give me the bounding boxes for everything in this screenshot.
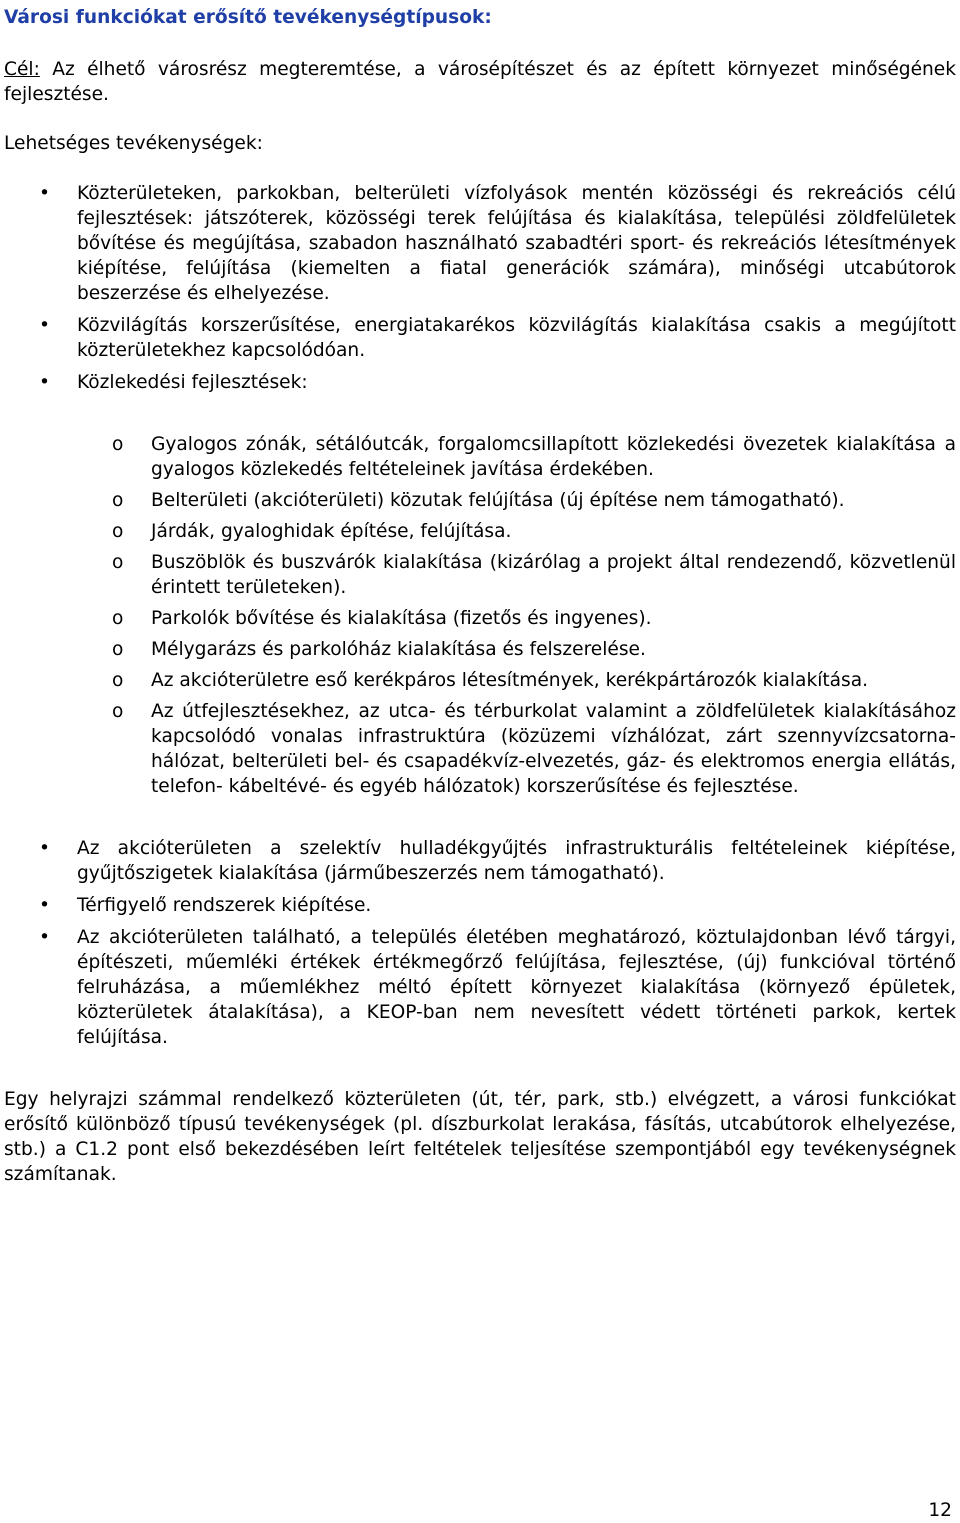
sub-list-item xyxy=(4,637,956,662)
bullet-icon: • xyxy=(39,372,50,393)
activity-list-bottom xyxy=(4,836,956,1050)
list-item-text: Közvilágítás korszerűsítése, energiatakarékos közvilágítás kialakítása csakis a megújított közterületekhez kapcsolódóan. xyxy=(77,315,956,361)
circle-bullet-icon: o xyxy=(112,670,124,691)
list-item xyxy=(4,836,956,886)
list-item-text: Térfigyelő rendszerek kiépítése. xyxy=(77,895,372,916)
sub-item-text: Belterületi (akcióterületi) közutak felújítása (új építése nem támogatható). xyxy=(151,490,845,511)
activity-list-top xyxy=(4,181,956,395)
list-item-text: Az akcióterületen található, a település életében meghatározó, köztulajdonban lévő tárgyi, építészeti, műemléki értékek értékmegőrző felújítása, fejlesztése, (új) funkcióval történő felruházása, a műemlékhez méltó épített környezet kialakítása (környező épületek, közterületek átalakítása), a KEOP-ban nem nevesített védett történeti parkok, kertek felújítása. xyxy=(77,927,956,1048)
circle-bullet-icon: o xyxy=(112,608,124,629)
bullet-icon: • xyxy=(39,183,50,204)
goal-paragraph xyxy=(4,57,956,107)
transport-sublist xyxy=(4,432,956,799)
bullet-icon: • xyxy=(39,927,50,948)
closing-paragraph: Egy helyrajzi számmal rendelkező közterületen (út, tér, park, stb.) elvégzett, a városi funkciókat erősítő különböző típusú tevékenységek (pl. díszburkolat lerakása, fásítás, utcabútorok elhelyezése, stb.) a C1.2 pont első bekezdésében leírt feltételek teljesítése szempontjából egy tevékenységnek számítanak. xyxy=(4,1089,956,1185)
circle-bullet-icon: o xyxy=(112,434,124,455)
list-item-text: Az akcióterületen a szelektív hulladékgyűjtés infrastrukturális feltételeinek kiépítése, gyűjtőszigetek kialakítása (járműbeszerzés nem támogatható). xyxy=(77,838,956,884)
list-item-text: Közlekedési fejlesztések: xyxy=(77,372,308,393)
sub-item-text: Mélygarázs és parkolóház kialakítása és felszerelése. xyxy=(151,639,646,660)
list-item xyxy=(4,370,956,395)
list-item-text: Közterületeken, parkokban, belterületi vízfolyások mentén közösségi és rekreációs célú fejlesztések: játszóterek, közösségi terek felújítása és kialakítása, települési zöldfelületek bővítése és megújítása, szabadon használható szabadtéri sport- és rekreációs létesítmények kiépítése, felújítása (kiemelten a fiatal generációk számára), minőségi utcabútorok beszerzése és elhelyezése. xyxy=(77,183,956,304)
circle-bullet-icon: o xyxy=(112,552,124,573)
bullet-icon: • xyxy=(39,315,50,336)
bullet-icon: • xyxy=(39,838,50,859)
circle-bullet-icon: o xyxy=(112,701,124,722)
sub-item-text: Az akcióterületre eső kerékpáros létesítmények, kerékpártározók kialakítása. xyxy=(151,670,869,691)
list-item xyxy=(4,925,956,1050)
list-item xyxy=(4,313,956,363)
sub-list-item xyxy=(4,699,956,799)
sub-list-item xyxy=(4,606,956,631)
sub-item-text: Gyalogos zónák, sétálóutcák, forgalomcsillapított közlekedési övezetek kialakítása a gyalogos közlekedés feltételeinek javítása érdekében. xyxy=(151,434,956,480)
bullet-icon: • xyxy=(39,895,50,916)
list-item xyxy=(4,181,956,306)
page-number: 12 xyxy=(928,1500,952,1521)
sub-list-item xyxy=(4,668,956,693)
sub-item-text: Buszöblök és buszvárók kialakítása (kizárólag a projekt által rendezendő, közvetlenül érintett területeken). xyxy=(151,552,956,598)
document-page xyxy=(4,0,956,1187)
sub-item-text: Az útfejlesztésekhez, az utca- és térburkolat valamint a zöldfelületek kialakításához kapcsolódó vonalas infrastruktúra (közüzemi vízhálózat, zárt szennyvízcsatorna-hálózat, belterületi bel- és csapadékvíz-elvezetés, gáz- és elektromos energia ellátás, telefon- kábeltévé- és egyéb hálózatok) korszerűsítése és fejlesztése. xyxy=(151,701,956,797)
circle-bullet-icon: o xyxy=(112,490,124,511)
goal-text: Az élhető városrész megteremtése, a városépítészet és az épített környezet minőségének fejlesztése. xyxy=(4,59,956,105)
sub-item-text: Parkolók bővítése és kialakítása (fizetős és ingyenes). xyxy=(151,608,652,629)
sub-list-item xyxy=(4,432,956,482)
possible-activities-label: Lehetséges tevékenységek: xyxy=(4,133,263,154)
sub-list-item xyxy=(4,488,956,513)
list-item xyxy=(4,893,956,918)
circle-bullet-icon: o xyxy=(112,521,124,542)
goal-label: Cél: xyxy=(4,59,40,80)
sub-item-text: Járdák, gyaloghidak építése, felújítása. xyxy=(151,521,512,542)
circle-bullet-icon: o xyxy=(112,639,124,660)
sub-list-item xyxy=(4,550,956,600)
section-heading: Városi funkciókat erősítő tevékenységtípusok: xyxy=(4,7,492,28)
sub-list-item xyxy=(4,519,956,544)
